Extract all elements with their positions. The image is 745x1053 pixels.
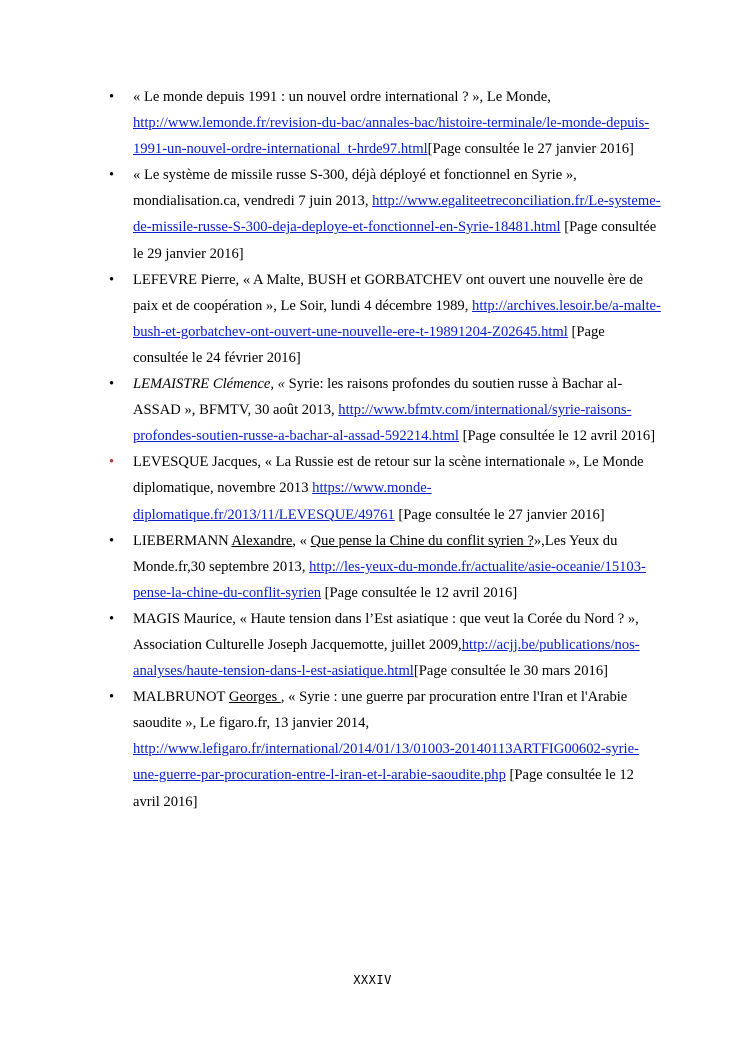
reference-link[interactable]: http://www.lemonde.fr/revision-du-bac/annales-bac/histoire-terminale/le-monde-depuis-1991-un-nouvel-ordre-international_t-hrde97.html: [133, 115, 650, 158]
bibliography-list: [109, 84, 661, 815]
reference-text: LEFEVRE Pierre, « A Malte, BUSH et GORBATCHEV ont ouvert une nouvelle ère de paix et de coopération », Le Soir, lundi 4 décembre 1989,: [133, 271, 644, 314]
reference-accessed: [Page consultée le 12 avril 2016]: [133, 767, 634, 810]
reference-item: [109, 162, 661, 266]
reference-text: LIEBERMANN: [133, 532, 232, 549]
reference-item: [109, 371, 661, 449]
reference-text: »,Les Yeux du Monde.fr,30 septembre 2013,: [133, 532, 618, 575]
reference-author-firstname: Georges: [228, 689, 281, 706]
bullet-icon: •: [109, 376, 115, 393]
bullet-icon: •: [109, 689, 115, 706]
reference-text: MALBRUNOT: [133, 689, 229, 706]
bullet-icon: •: [109, 89, 115, 105]
reference-link[interactable]: http://acjj.be/publications/nos-analyses/haute-tension-dans-l-est-asiatique.html: [133, 636, 640, 680]
reference-text: Syrie: les raisons profondes du soutien russe à Bachar al-ASSAD », BFMTV, 30 août 2013,: [133, 376, 623, 419]
reference-text: , « Syrie : une guerre par procuration entre l'Iran et l'Arabie saoudite », Le figaro.fr, 13 janvier 2014,: [133, 689, 628, 732]
reference-link[interactable]: http://www.egaliteetreconciliation.fr/Le-systeme-de-missile-russe-S-300-deja-deploye-et-fonctionnel-en-Syrie-18481.html: [133, 193, 661, 236]
reference-text: MAGIS Maurice, « Haute tension dans l’Est asiatique : que veut la Corée du Nord ? », Association Culturelle Joseph Jacquemotte, juillet 2009,: [133, 610, 639, 653]
bullet-icon: •: [109, 532, 115, 549]
reference-accessed: [Page consultée le 27 janvier 2016]: [427, 141, 634, 158]
bullet-icon: •: [109, 610, 115, 627]
page-number: XXXIV: [353, 973, 392, 987]
reference-text: LEVESQUE Jacques, « La Russie est de retour sur la scène internationale », Le Monde diplomatique, novembre 2013: [133, 454, 644, 497]
reference-link[interactable]: http://archives.lesoir.be/a-malte-bush-et-gorbatchev-ont-ouvert-une-nouvelle-ere-t-19891204-Z02645.html: [133, 297, 661, 340]
reference-item: [109, 84, 661, 162]
reference-title: Que pense la Chine du conflit syrien ?: [310, 532, 534, 549]
reference-item: [109, 267, 661, 371]
reference-text: , «: [292, 532, 311, 549]
reference-link[interactable]: http://les-yeux-du-monde.fr/actualite/asie-oceanie/15103-pense-la-chine-du-conflit-syrien: [133, 558, 646, 601]
reference-accessed: [Page consultée le 12 avril 2016]: [321, 584, 518, 601]
reference-accessed: [Page consultée le 24 février 2016]: [133, 323, 605, 366]
reference-text: « Le système de missile russe S-300, déjà déployé et fonctionnel en Syrie », mondialisation.ca, vendredi 7 juin 2013,: [133, 167, 577, 210]
reference-text: « Le monde depuis 1991 : un nouvel ordre international ? », Le Monde,: [133, 89, 551, 105]
bullet-icon: •: [109, 454, 115, 471]
reference-link[interactable]: https://www.monde-diplomatique.fr/2013/11/LEVESQUE/49761: [133, 480, 432, 523]
reference-accessed: [Page consultée le 29 janvier 2016]: [133, 219, 657, 262]
reference-item: [109, 606, 661, 684]
reference-accessed: [Page consultée le 12 avril 2016]: [458, 428, 656, 445]
reference-item: [109, 449, 661, 527]
bullet-icon: •: [109, 271, 115, 288]
reference-link[interactable]: http://www.bfmtv.com/international/syrie-raisons-profondes-soutien-russe-a-bachar-al-assad-592214.html: [133, 402, 632, 445]
reference-accessed: [Page consultée le 27 janvier 2016]: [394, 506, 605, 523]
reference-link[interactable]: http://www.lefigaro.fr/international/2014/01/13/01003-20140113ARTFIG00602-syrie-une-guerre-par-procuration-entre-l-iran-et-l-arabie-saoudite.php: [133, 741, 639, 784]
reference-item: [109, 528, 661, 606]
bullet-icon: •: [109, 167, 115, 184]
reference-author-firstname: Alexandre: [231, 532, 293, 549]
reference-author: LEMAISTRE Clémence, «: [133, 376, 289, 393]
reference-accessed: [Page consultée le 30 mars 2016]: [413, 663, 608, 680]
reference-item: [109, 684, 661, 814]
